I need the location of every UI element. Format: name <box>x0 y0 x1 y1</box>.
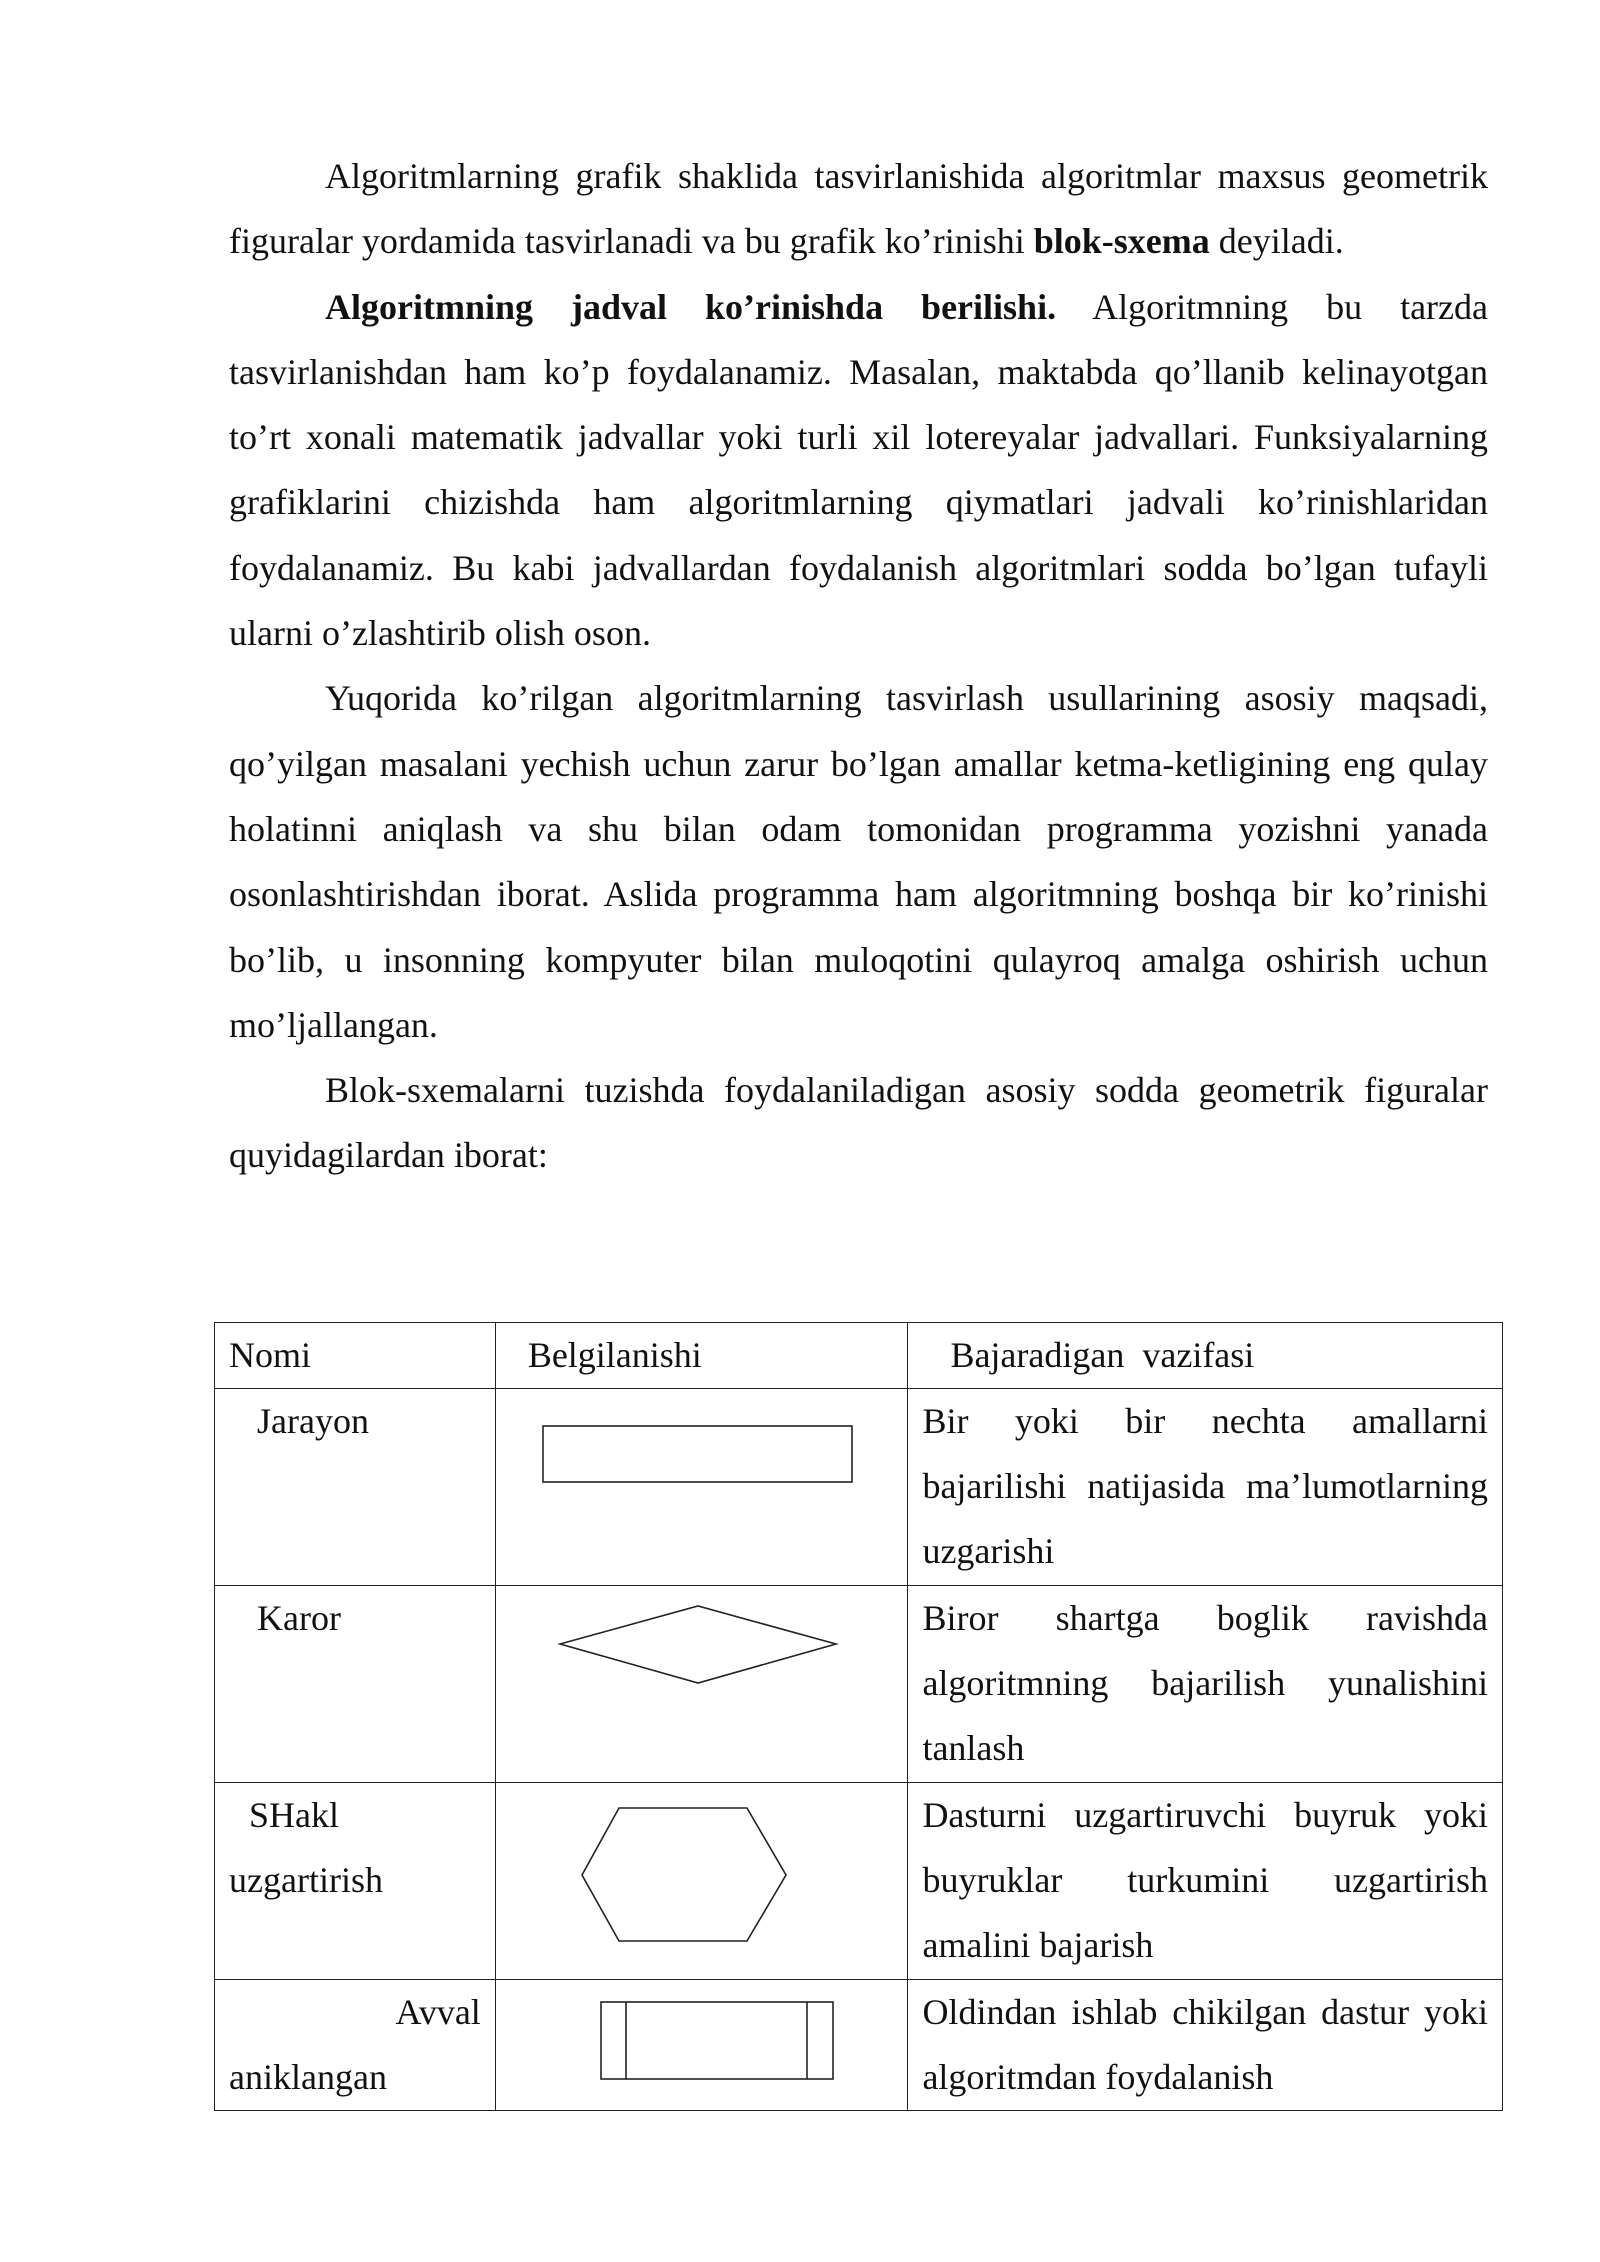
preparation-hexagon-icon <box>495 1783 908 1980</box>
section-heading-jadval: Algoritmning jadval ko’rinishda berilishi. <box>325 286 1057 327</box>
row-purpose: Biror shartga boglik ravishda algoritmning bajarilish yunalishini tanlash <box>908 1586 1503 1783</box>
header-symbol: Belgilanishi <box>495 1323 908 1389</box>
body-text <box>229 144 1488 1189</box>
header-purpose: Bajaradigan vazifasi <box>908 1323 1503 1389</box>
table-row <box>215 1586 1503 1783</box>
term-blok-sxema: blok-sxema <box>1033 221 1210 262</box>
table-row <box>215 1783 1503 1980</box>
row-name-line: Karor <box>257 1598 341 1638</box>
predefined-process-icon <box>495 1980 908 2111</box>
row-name <box>215 1783 496 1980</box>
paragraph-2-text: Algoritmning bu tarzda tasvirlanishdan ham ko’p foydalanamiz. Masalan, maktabda qo’llanib kelinayotgan to’rt xonali matematik jadvallar yoki turli xil lotereyalar jadvallari. Funksiyalarning grafiklarini chizishda ham algoritmlarning qiymatlari jadvali ko’rinishlaridan foydalanamiz. Bu kabi jadvallardan foydalanish algoritmlari sodda bo’lgan tufayli ularni o’zlashtirib olish oson. <box>229 286 1488 654</box>
paragraph-1-text: Algoritmlarning grafik shaklida tasvirlanishida algoritmlar maxsus geometrik figuralar yordamida tasvirlanadi va bu grafik ko’rinishi <box>229 156 1488 262</box>
row-name <box>215 1980 496 2111</box>
flowchart-symbols-table <box>214 1322 1503 2111</box>
row-purpose: Oldindan ishlab chikilgan dastur yoki algoritmdan foydalanish <box>908 1980 1503 2111</box>
row-purpose: Dasturni uzgartiruvchi buyruk yoki buyruklar turkumini uzgartirish amalini bajarish <box>908 1783 1503 1980</box>
paragraph-2 <box>229 275 1488 667</box>
header-name: Nomi <box>215 1323 496 1389</box>
row-name <box>215 1586 496 1783</box>
table-row <box>215 1980 1503 2111</box>
paragraph-1-end: deyiladi. <box>1209 221 1344 262</box>
decision-diamond-icon <box>495 1586 908 1783</box>
process-rectangle-icon <box>495 1389 908 1586</box>
table-header-row <box>215 1323 1503 1389</box>
row-name <box>215 1389 496 1586</box>
row-name-line: uzgartirish <box>229 1860 383 1900</box>
row-purpose: Bir yoki bir nechta amallarni bajarilishi natijasida ma’lumotlarning uzgarishi <box>908 1389 1503 1586</box>
table-row <box>215 1389 1503 1586</box>
row-name-line: Avval <box>395 1992 481 2032</box>
row-name-line: Jarayon <box>257 1401 369 1441</box>
paragraph-1 <box>229 144 1488 275</box>
row-name-line: SHakl <box>249 1795 339 1835</box>
row-name-line: aniklangan <box>229 2057 387 2097</box>
paragraph-4: Blok-sxemalarni tuzishda foydalaniladigan asosiy sodda geometrik figuralar quyidagilardan iborat: <box>229 1070 1488 1176</box>
paragraph-3: Yuqorida ko’rilgan algoritmlarning tasvirlash usullarining asosiy maqsadi, qo’yilgan masalani yechish uchun zarur bo’lgan amallar ketma-ketligining eng qulay holatinni aniqlash va shu bilan odam tomonidan programma yozishni yanada osonlashtirishdan iborat. Aslida programma ham algoritmning boshqa bir ko’rinishi bo’lib, u insonning kompyuter bilan muloqotini qulayroq amalga oshirish uchun mo’ljallangan. <box>229 678 1488 1045</box>
